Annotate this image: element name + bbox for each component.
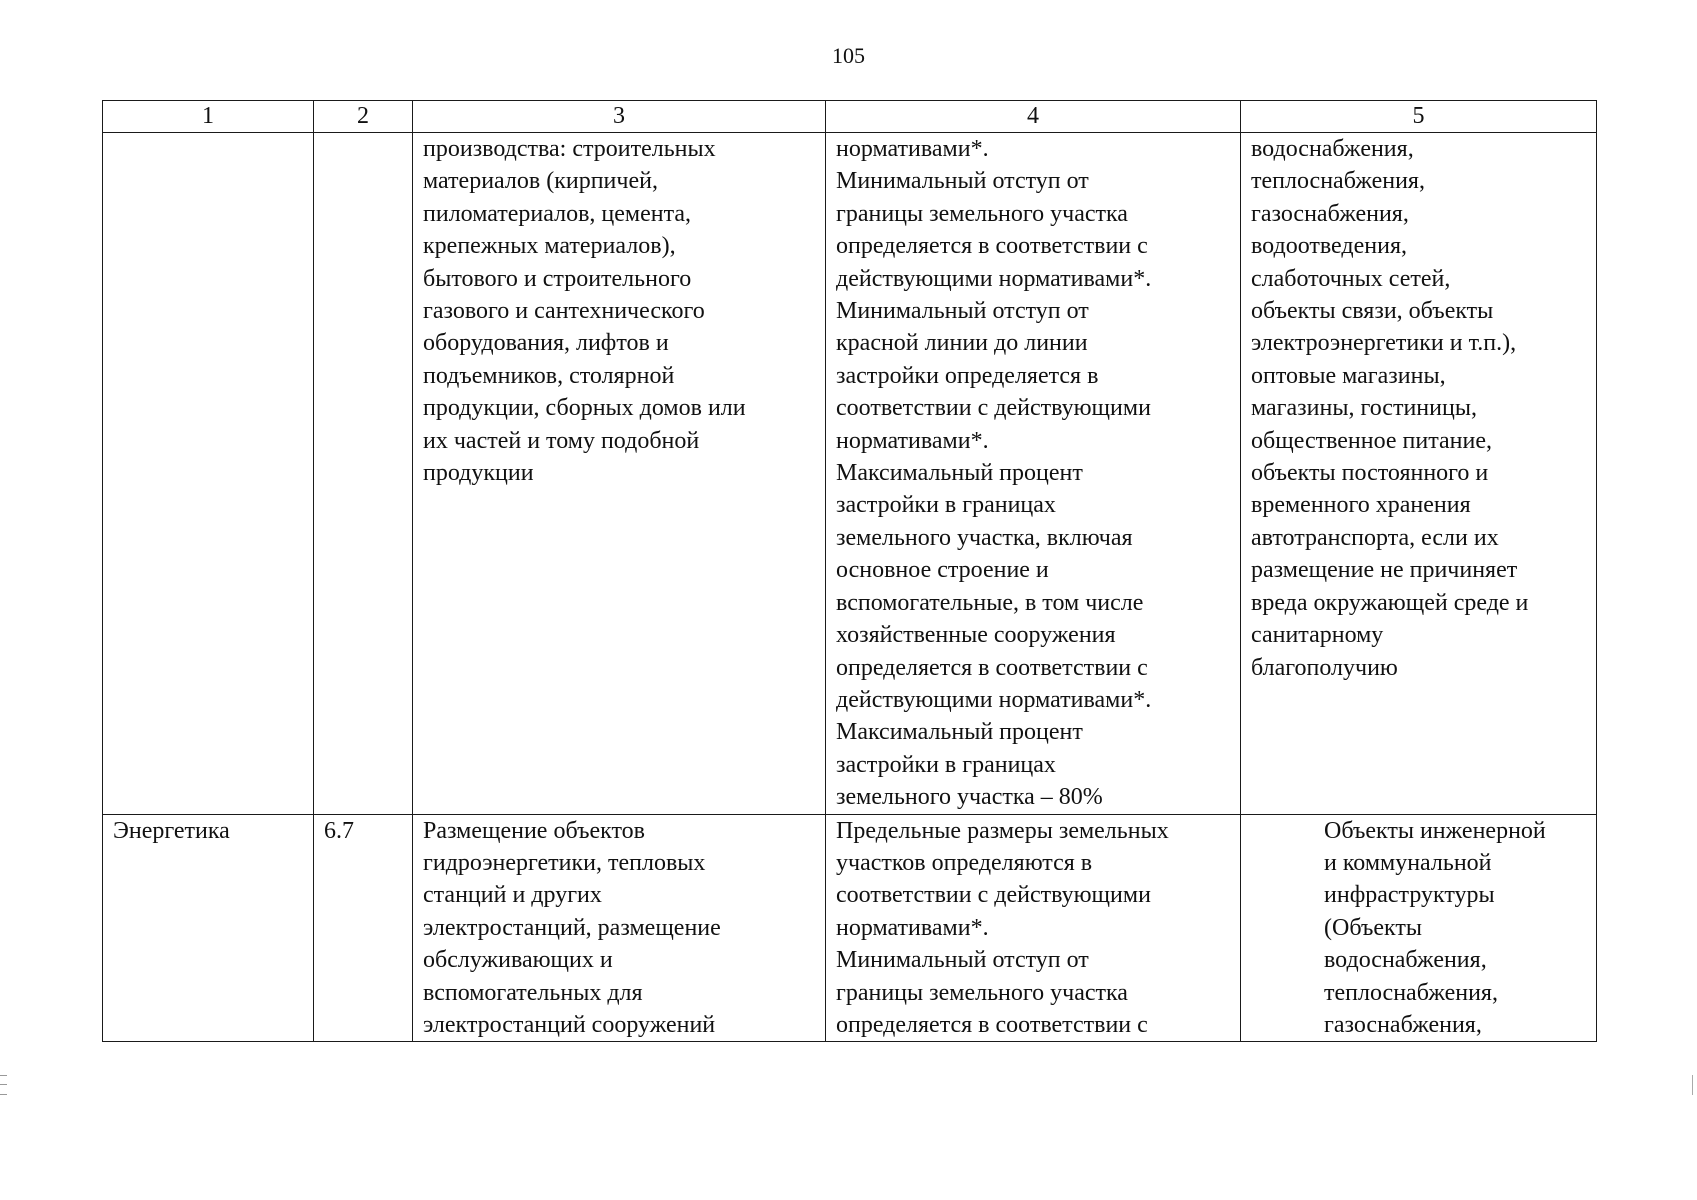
cell-text-line: нормативами*. (836, 427, 989, 454)
cell-text-line: временного хранения (1251, 492, 1471, 519)
cell-text-line: инфраструктуры (1324, 882, 1495, 909)
cell-text-line: слаботочных сетей, (1251, 265, 1451, 292)
cell-text-line: застройки в границах (836, 751, 1056, 778)
header-col-2: 2 (314, 101, 413, 133)
cell-text-line: автотранспорта, если их (1251, 524, 1499, 551)
cell-text-line: границы земельного участка (836, 200, 1128, 227)
cell-text-line: пиломатериалов, цемента, (423, 200, 692, 227)
regulations-table (102, 100, 1597, 1042)
cell-text-line: объекты связи, объекты (1251, 298, 1494, 325)
cell-text-line: нормативами*. (836, 914, 989, 941)
cell-text-line: земельного участка – 80% (836, 784, 1103, 811)
scan-edge-mark (1692, 1075, 1697, 1095)
table-header-row (103, 101, 1597, 133)
cell-text-line: Объекты инженерной (1324, 817, 1546, 844)
cell-text-line: благополучию (1251, 654, 1398, 681)
cell-text-line: крепежных материалов), (423, 233, 676, 260)
scan-edge-mark (0, 1075, 7, 1095)
cell-text-line: магазины, гостиницы, (1251, 395, 1477, 422)
cell-text-line: размещение не причиняет (1251, 557, 1518, 584)
cell-text-line: электроэнергетики и т.п.), (1251, 330, 1517, 357)
header-col-4: 4 (826, 101, 1241, 133)
cell-text-line: оборудования, лифтов и (423, 330, 669, 357)
cell-text-line: Минимальный отступ от (836, 298, 1089, 325)
cell-text-line: теплоснабжения, (1251, 168, 1425, 195)
cell-description (413, 814, 826, 1042)
cell-land-use-name (103, 814, 314, 1042)
cell-code (314, 814, 413, 1042)
cell-text-line: Размещение объектов (423, 817, 645, 844)
cell-text-line: оптовые магазины, (1251, 362, 1446, 389)
cell-text-line: определяется в соответствии с (836, 233, 1148, 260)
cell-text-line: объекты постоянного и (1251, 460, 1489, 487)
cell-text-line: определяется в соответствии с (836, 654, 1148, 681)
cell-text-line: водоотведения, (1251, 233, 1407, 260)
cell-text-line: теплоснабжения, (1324, 979, 1498, 1006)
cell-text-line: Минимальный отступ от (836, 168, 1089, 195)
cell-auxiliary-uses (1241, 133, 1597, 815)
header-col-3: 3 (413, 101, 826, 133)
cell-parameters (826, 814, 1241, 1042)
cell-text-line: бытового и строительного (423, 265, 692, 292)
cell-text-line: Предельные размеры земельных (836, 817, 1169, 844)
cell-text-line: производства: строительных (423, 136, 716, 162)
cell-text-line: газоснабжения, (1251, 200, 1409, 227)
cell-text-line: застройки в границах (836, 492, 1056, 519)
cell-text-line: вспомогательных для (423, 979, 643, 1006)
cell-text-line: газоснабжения, (1324, 1011, 1482, 1038)
cell-text-line: Максимальный процент (836, 719, 1083, 746)
cell-text-line: границы земельного участка (836, 979, 1128, 1006)
cell-text-line: газового и сантехнического (423, 298, 705, 325)
header-col-5: 5 (1241, 101, 1597, 133)
cell-parameters (826, 133, 1241, 815)
cell-text-line: обслуживающих и (423, 947, 613, 974)
cell-text-line: гидроэнергетики, тепловых (423, 849, 706, 876)
cell-text-line: определяется в соответствии с (836, 1011, 1148, 1038)
cell-text-line: красной линии до линии (836, 330, 1088, 357)
cell-text-line: продукции, сборных домов или (423, 395, 746, 422)
cell-text-line: нормативами*. (836, 136, 989, 162)
cell-code (314, 133, 413, 815)
cell-text-line: электростанций, размещение (423, 914, 721, 941)
page-number: 105 (832, 43, 865, 68)
cell-text-line: действующими нормативами*. (836, 686, 1152, 713)
cell-text-line: водоснабжения, (1324, 947, 1487, 974)
cell-text-line: основное строение и (836, 557, 1049, 584)
cell-land-use-name (103, 133, 314, 815)
cell-text-line: продукции (423, 460, 534, 487)
table-row (103, 814, 1597, 1042)
cell-text-line: вреда окружающей среде и (1251, 589, 1529, 616)
table-row (103, 133, 1597, 815)
cell-text-line: соответствии с действующими (836, 882, 1151, 909)
cell-text-line: земельного участка, включая (836, 524, 1133, 551)
cell-text-line: участков определяются в (836, 849, 1093, 876)
cell-text-line: Энергетика (113, 817, 230, 844)
header-col-1: 1 (103, 101, 314, 133)
cell-text-line: застройки определяется в (836, 362, 1099, 389)
cell-text-line: электростанций сооружений (423, 1011, 716, 1038)
cell-text-line: Максимальный процент (836, 460, 1083, 487)
cell-text-line: Минимальный отступ от (836, 947, 1089, 974)
cell-text-line: общественное питание, (1251, 427, 1493, 454)
cell-text-line: хозяйственные сооружения (836, 622, 1116, 649)
cell-text-line: вспомогательные, в том числе (836, 589, 1144, 616)
cell-description (413, 133, 826, 815)
cell-text-line: 6.7 (324, 817, 354, 844)
cell-text-line: и коммунальной (1324, 849, 1492, 876)
cell-auxiliary-uses (1241, 814, 1597, 1042)
cell-text-line: водоснабжения, (1251, 136, 1414, 162)
cell-text-line: (Объекты (1324, 914, 1422, 941)
cell-text-line: подъемников, столярной (423, 362, 675, 389)
cell-text-line: их частей и тому подобной (423, 427, 700, 454)
cell-text-line: действующими нормативами*. (836, 265, 1152, 292)
cell-text-line: материалов (кирпичей, (423, 168, 658, 195)
cell-text-line: соответствии с действующими (836, 395, 1151, 422)
cell-text-line: санитарному (1251, 622, 1384, 649)
cell-text-line: станций и других (423, 882, 602, 909)
